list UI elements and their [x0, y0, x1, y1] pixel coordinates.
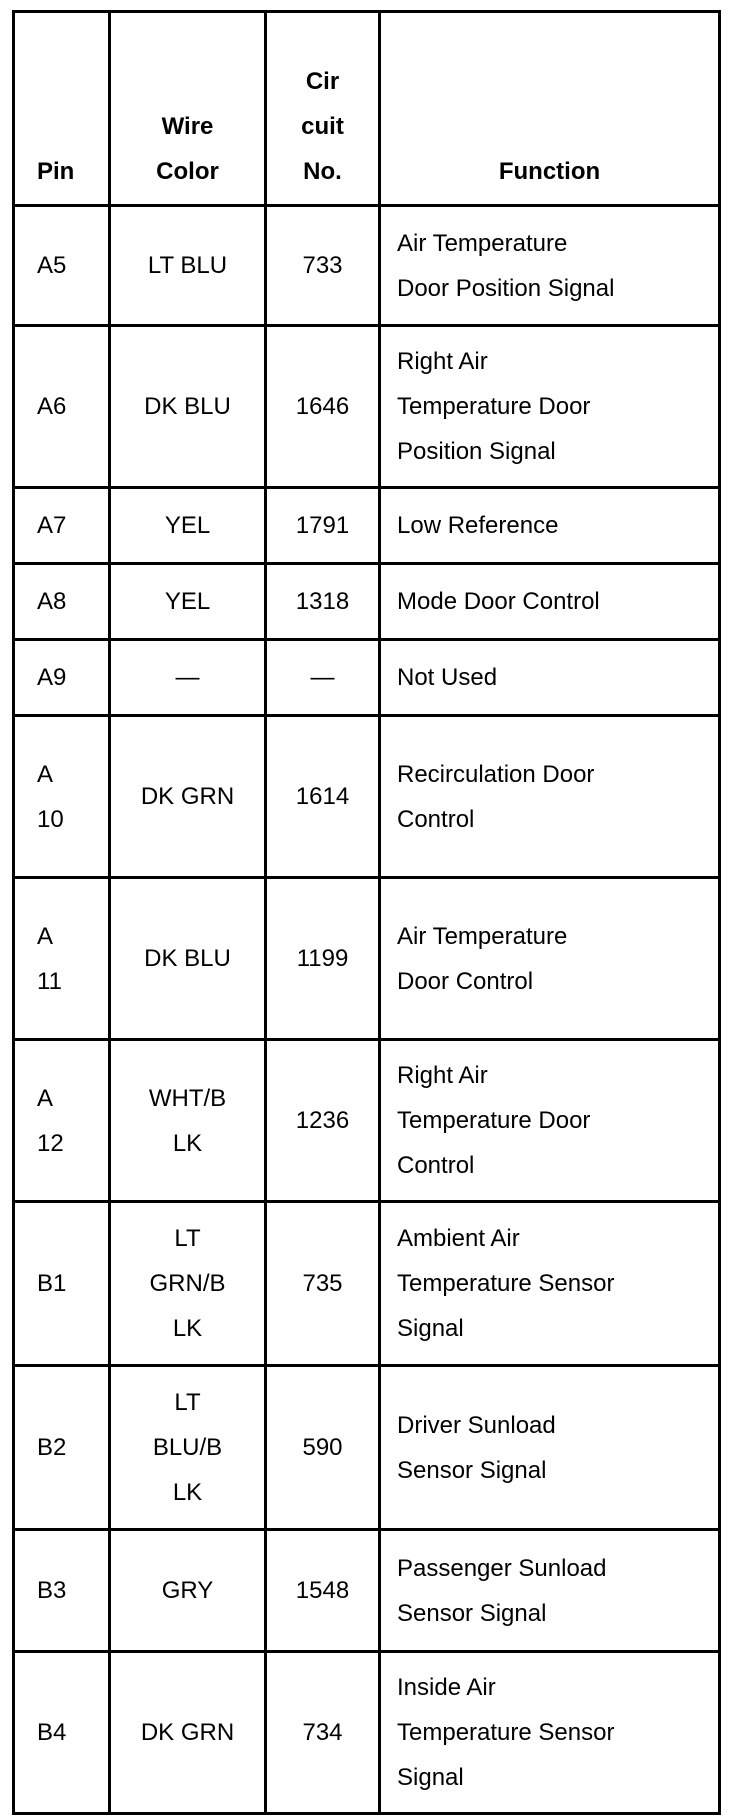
pin-cell — [14, 1366, 110, 1530]
pin-cell — [14, 1652, 110, 1814]
table-row — [14, 716, 720, 878]
wire-color-label: YEL — [164, 588, 211, 615]
pin-cell — [14, 1040, 110, 1202]
pin-label: 11 — [37, 967, 62, 995]
pin-cell — [14, 716, 110, 878]
wire-color-cell — [110, 1530, 266, 1652]
pin-cell — [14, 206, 110, 326]
header-function: Function — [380, 12, 720, 206]
circuit-number-cell: — — [266, 640, 380, 716]
pin-label: A9 — [37, 664, 67, 691]
wire-color-label: LT — [174, 1225, 201, 1252]
pin-cell — [14, 488, 110, 564]
function-cell — [380, 206, 720, 326]
function-text: Air Temperature — [397, 922, 568, 950]
function-text: Ambient Air — [397, 1225, 520, 1252]
circuit-number-cell: 1791 — [266, 488, 380, 564]
wire-color-cell — [110, 1040, 266, 1202]
wire-color-cell — [110, 1202, 266, 1366]
function-cell — [380, 640, 720, 716]
table-row — [14, 1652, 720, 1814]
function-cell — [380, 878, 720, 1040]
wire-color-cell — [110, 564, 266, 640]
wire-color-cell — [110, 1366, 266, 1530]
header-wire-color — [110, 12, 266, 206]
pin-cell — [14, 1530, 110, 1652]
pin-cell — [14, 640, 110, 716]
table-row — [14, 564, 720, 640]
wire-color-cell — [110, 326, 266, 488]
function-cell — [380, 1202, 720, 1366]
wire-color-label: DK BLU — [144, 945, 231, 972]
wire-color-label: GRN/B — [149, 1270, 226, 1297]
wire-color-label: YEL — [164, 512, 211, 539]
function-text: Control — [397, 805, 475, 833]
function-text: Passenger Sunload — [397, 1554, 607, 1582]
function-text: Air Temperature — [397, 229, 568, 257]
circuit-number-cell: 590 — [266, 1366, 380, 1530]
pin-label: B3 — [37, 1577, 67, 1604]
circuit-number-cell: 1614 — [266, 716, 380, 878]
function-text: Temperature Door — [397, 393, 591, 420]
wire-color-cell — [110, 878, 266, 1040]
function-cell — [380, 1366, 720, 1530]
function-text: Low Reference — [397, 512, 559, 539]
wire-color-cell — [110, 1652, 266, 1814]
header-circuit-no — [266, 12, 380, 206]
function-cell — [380, 326, 720, 488]
pin-label: B4 — [37, 1719, 67, 1746]
circuit-number-cell: 735 — [266, 1202, 380, 1366]
header-circuit-line: Cir — [305, 68, 340, 95]
circuit-number-cell: 1199 — [266, 878, 380, 1040]
pin-label: A7 — [37, 512, 67, 539]
function-text: Right Air — [397, 1062, 488, 1089]
table-row — [14, 878, 720, 1040]
circuit-number-cell: 1646 — [266, 326, 380, 488]
wire-color-cell — [110, 716, 266, 878]
header-circuit-line: cuit — [301, 113, 344, 140]
function-text: Right Air — [397, 348, 488, 375]
pin-label: B2 — [37, 1434, 67, 1461]
function-text: Door Control — [397, 967, 534, 995]
function-cell — [380, 1040, 720, 1202]
function-text: Signal — [397, 1315, 464, 1342]
wire-color-label: — — [175, 664, 200, 691]
function-text: Door Position Signal — [397, 274, 615, 302]
table-row — [14, 488, 720, 564]
wire-color-label: BLU/B — [152, 1434, 223, 1461]
pin-label: A — [37, 922, 54, 950]
circuit-number-cell: 734 — [266, 1652, 380, 1814]
pin-label: A — [37, 1084, 54, 1112]
pin-label: A — [37, 760, 54, 788]
wire-color-label: GRY — [161, 1577, 214, 1604]
circuit-number-cell: 1548 — [266, 1530, 380, 1652]
header-wire-color-line: Color — [156, 158, 219, 185]
table-row — [14, 640, 720, 716]
table-row — [14, 1202, 720, 1366]
wire-color-label: DK GRN — [140, 783, 235, 810]
wire-color-label: LT BLU — [147, 252, 228, 279]
function-text: Temperature Sensor — [397, 1719, 615, 1746]
function-text: Sensor Signal — [397, 1599, 547, 1627]
wire-color-label: DK GRN — [140, 1719, 235, 1746]
circuit-number-cell: 1236 — [266, 1040, 380, 1202]
pin-label: A6 — [37, 393, 67, 420]
wire-color-label: LK — [172, 1315, 203, 1342]
wire-color-cell — [110, 488, 266, 564]
function-cell — [380, 564, 720, 640]
header-circuit-line: No. — [303, 158, 342, 185]
connector-pinout-table — [12, 10, 721, 1815]
function-text: Signal — [397, 1764, 464, 1791]
wire-color-label: LK — [172, 1129, 203, 1157]
wire-color-label: LK — [172, 1479, 203, 1506]
wire-color-cell — [110, 640, 266, 716]
function-text: Temperature Sensor — [397, 1270, 615, 1297]
circuit-number-cell: 1318 — [266, 564, 380, 640]
wire-color-label: WHT/B — [148, 1084, 227, 1112]
pin-label: A5 — [37, 252, 67, 279]
wire-color-label: DK BLU — [144, 393, 231, 420]
function-cell — [380, 1652, 720, 1814]
function-text: Driver Sunload — [397, 1411, 556, 1439]
pin-cell — [14, 564, 110, 640]
table-row — [14, 1366, 720, 1530]
function-cell — [380, 488, 720, 564]
function-text: Sensor Signal — [397, 1456, 547, 1484]
function-text: Temperature Door — [397, 1107, 591, 1134]
header-pin: Pin — [14, 12, 110, 206]
function-text: Recirculation Door — [397, 760, 595, 788]
wire-color-label: LT — [174, 1389, 201, 1416]
header-wire-color-line: Wire — [161, 113, 214, 140]
function-text: Not Used — [397, 664, 498, 691]
function-cell — [380, 1530, 720, 1652]
table-header-row — [14, 12, 720, 206]
function-cell — [380, 716, 720, 878]
pin-cell — [14, 878, 110, 1040]
pin-label: 12 — [37, 1129, 64, 1157]
pin-label: 10 — [37, 805, 64, 833]
pin-label: B1 — [37, 1270, 67, 1297]
pin-label: A8 — [37, 588, 67, 615]
pin-cell — [14, 326, 110, 488]
wire-color-cell — [110, 206, 266, 326]
function-text: Mode Door Control — [397, 588, 600, 615]
table-row — [14, 206, 720, 326]
pin-cell — [14, 1202, 110, 1366]
function-text: Inside Air — [397, 1674, 496, 1701]
function-text: Position Signal — [397, 438, 556, 465]
table-row — [14, 326, 720, 488]
table-row — [14, 1040, 720, 1202]
function-text: Control — [397, 1152, 475, 1179]
table-row — [14, 1530, 720, 1652]
circuit-number-cell: 733 — [266, 206, 380, 326]
